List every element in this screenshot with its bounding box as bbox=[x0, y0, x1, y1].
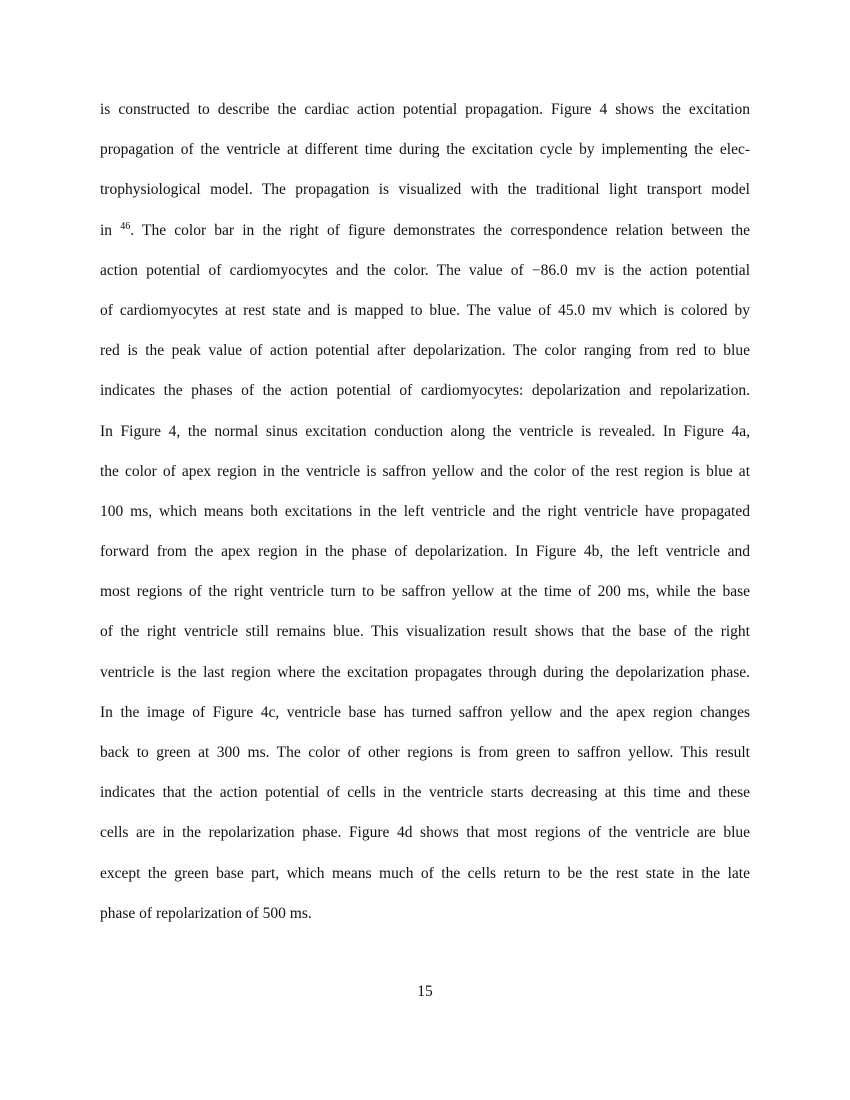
text-line: 100 ms, which means both excitations in the left ventricle and the right ventricle have propagated bbox=[100, 502, 750, 520]
citation-superscript: 46 bbox=[120, 220, 131, 232]
text-line: ventricle is the last region where the excitation propagates through during the depolarization phase. bbox=[100, 663, 750, 681]
text-line bbox=[100, 217, 750, 257]
text-line: of cardiomyocytes at rest state and is mapped to blue. The value of 45.0 mv which is colored by bbox=[100, 301, 750, 319]
text-line: indicates the phases of the action potential of cardiomyocytes: depolarization and repolarization. bbox=[100, 382, 750, 400]
body-paragraph bbox=[100, 96, 750, 940]
text-line: cells are in the repolarization phase. Figure 4d shows that most regions of the ventricle are blue bbox=[100, 824, 750, 842]
text-line: except the green base part, which means much of the cells return to be the rest state in the late bbox=[100, 864, 750, 882]
text-line: most regions of the right ventricle turn to be saffron yellow at the time of 200 ms, while the base bbox=[100, 583, 750, 601]
page-number: 15 bbox=[417, 983, 433, 1000]
text-line: indicates that the action potential of cells in the ventricle starts decreasing at this time and these bbox=[100, 784, 750, 802]
text-line: back to green at 300 ms. The color of other regions is from green to saffron yellow. This result bbox=[100, 744, 750, 761]
text-line: In Figure 4, the normal sinus excitation conduction along the ventricle is revealed. In Figure 4a, bbox=[100, 422, 750, 440]
text-line: forward from the apex region in the phase of depolarization. In Figure 4b, the left ventricle and bbox=[100, 543, 750, 561]
text-line: of the right ventricle still remains blue. This visualization result shows that the base of the right bbox=[100, 623, 750, 641]
text-line: the color of apex region in the ventricle is saffron yellow and the color of the rest region is blue at bbox=[100, 462, 750, 480]
text-segment: in bbox=[100, 221, 121, 239]
text-line: action potential of cardiomyocytes and the color. The value of −86.0 mv is the action potential bbox=[100, 261, 750, 279]
text-line: phase of repolarization of 500 ms. bbox=[100, 904, 312, 922]
text-line: red is the peak value of action potential after depolarization. The color ranging from red to blue bbox=[100, 342, 750, 360]
text-line: propagation of the ventricle at different time during the excitation cycle by implementing the elec- bbox=[100, 141, 750, 159]
text-line: In the image of Figure 4c, ventricle base has turned saffron yellow and the apex region changes bbox=[100, 703, 750, 721]
text-line: is constructed to describe the cardiac action potential propagation. Figure 4 shows the excitation bbox=[100, 101, 750, 118]
text-line: trophysiological model. The propagation is visualized with the traditional light transport model bbox=[100, 181, 750, 199]
text-segment: . The color bar in the right of figure demonstrates the correspondence relation between the bbox=[130, 221, 750, 239]
